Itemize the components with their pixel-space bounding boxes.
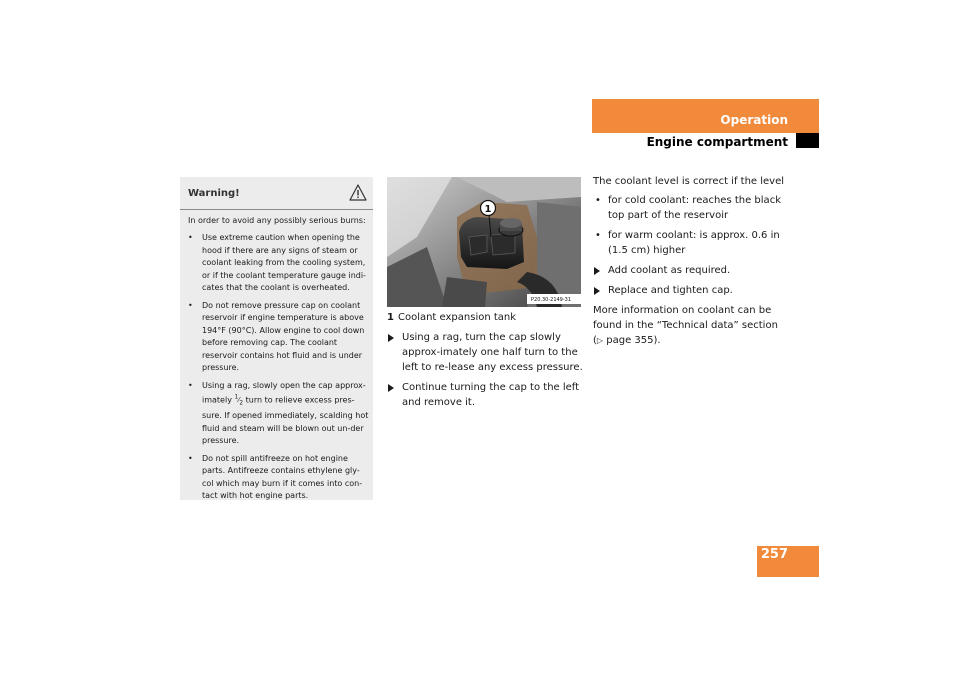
warning-item: • Do not spill antifreeze on hot engine parts. Antifreeze contains ethylene gly-col which may burn if it comes into con-tact with hot engine parts. (188, 453, 371, 503)
coolant-bullet: • for cold coolant: reaches the black top part of the reservoir (593, 193, 799, 223)
warning-divider (180, 209, 373, 210)
warning-list (188, 232, 371, 508)
middle-column (387, 310, 585, 415)
page-ref-arrow-icon: ▷ (596, 336, 604, 345)
warning-item: • Using a rag, slowly open the cap approx-imately $^1⁄_2$ turn to relieve excess pres-sure. If opened immediately, scalding hot fluid and steam will be blown out un-der pressure. (188, 380, 371, 448)
engine-photo (387, 177, 581, 307)
image-code: P20.30-2149-31 (531, 297, 572, 303)
warning-intro: In order to avoid any possibly serious burns: (188, 216, 366, 225)
warning-item: • Do not remove pressure cap on coolant reservoir if engine temperature is above 194°F (90°C). Allow engine to cool down before removing cap. The coolant reservoir contains hot fluid and is under pressure. (188, 300, 371, 375)
coolant-level-intro: The coolant level is correct if the level (593, 176, 785, 187)
figure-caption: 1 Coolant expansion tank (387, 312, 517, 323)
svg-text:1: 1 (484, 204, 492, 215)
warning-item: • Use extreme caution when opening the hood if there are any signs of steam or coolant leaking from the cooling system, or if the coolant temperature gauge indi-cates that the coolant is overheated. (188, 232, 371, 295)
warning-triangle-icon (349, 184, 367, 201)
step-arrow-icon (594, 287, 600, 295)
section-title: Operation (720, 113, 788, 127)
step-arrow-icon (594, 267, 600, 275)
header-marker (796, 133, 819, 148)
instruction-step: Continue turning the cap to the left and remove it. (387, 380, 585, 410)
step-arrow-icon (388, 334, 394, 342)
warning-box (180, 177, 373, 500)
step-arrow-icon (388, 384, 394, 392)
coolant-bullet: • for warm coolant: is approx. 0.6 in (1.5 cm) higher (593, 228, 799, 258)
page-number: 257 (760, 547, 788, 562)
instruction-step: Replace and tighten cap. (593, 283, 799, 298)
subsection-title: Engine compartment (646, 135, 788, 149)
more-info: More information on coolant can be found in the “Technical data” section (▷ page 355). (593, 305, 778, 346)
instruction-step: Using a rag, turn the cap slowly approx-imately one half turn to the left to re-lease any excess pressure. (387, 330, 585, 375)
warning-title: Warning! (188, 188, 240, 199)
instruction-step: Add coolant as required. (593, 263, 799, 278)
right-column (593, 174, 799, 352)
